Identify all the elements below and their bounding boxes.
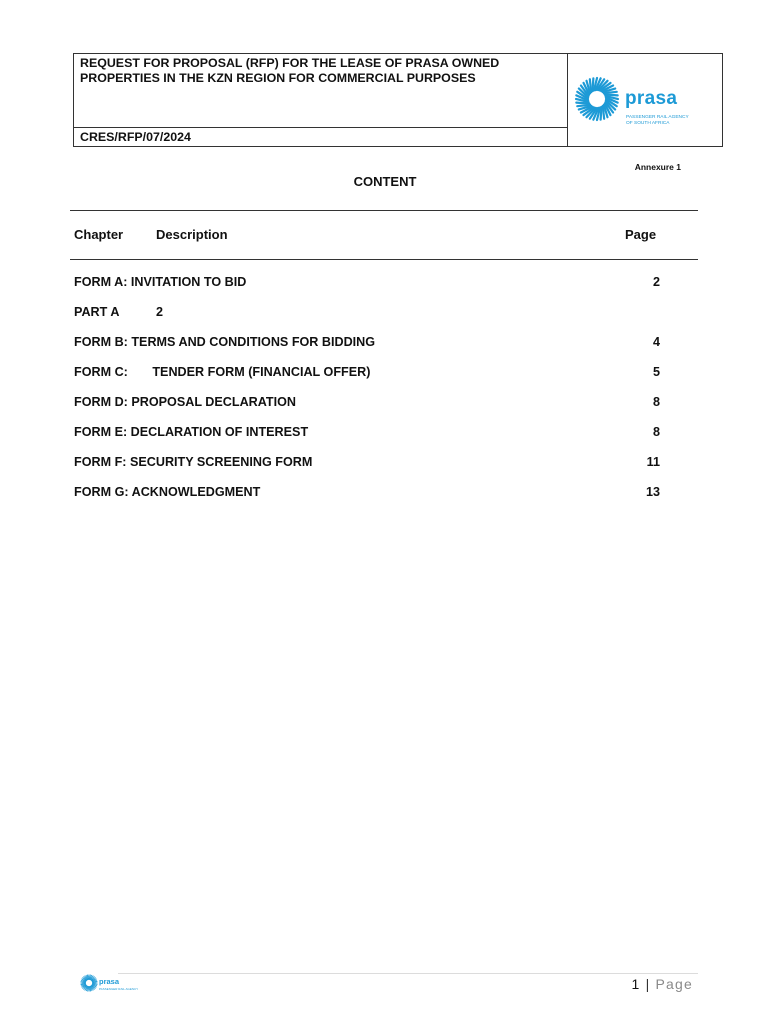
page-column-header: Page: [625, 227, 657, 242]
toc-entry-page: 5: [652, 365, 660, 379]
toc-entry-page: 4: [652, 335, 660, 349]
toc-entry-label: FORM C: TENDER FORM (FINANCIAL OFFER): [74, 365, 371, 379]
toc-entry-page: 2: [156, 305, 164, 319]
description-column-header: Description: [156, 227, 228, 242]
logo-tagline: PASSENGER RAIL AGENCY OF SOUTH AFRICA: [626, 115, 689, 126]
page-number-word: Page: [655, 976, 693, 992]
toc-entry-label: FORM G: ACKNOWLEDGMENT: [74, 485, 261, 499]
chapter-column-header: Chapter: [74, 227, 124, 242]
toc-entry-label: FORM D: PROPOSAL DECLARATION: [74, 395, 297, 409]
toc-entry-page: 11: [646, 455, 660, 469]
footer-divider: [118, 973, 698, 974]
toc-entry-label: FORM F: SECURITY SCREENING FORM: [74, 455, 313, 469]
annexure-label: Annexure 1: [634, 162, 681, 172]
page-number-value: 1: [631, 976, 641, 992]
document-header-table: [73, 53, 723, 147]
toc-entry-page: 8: [652, 395, 660, 409]
toc-entry[interactable]: [74, 305, 660, 323]
toc-entry[interactable]: [74, 365, 660, 383]
logo-wordmark: prasa: [625, 88, 678, 109]
toc-entry[interactable]: [74, 335, 660, 353]
toc-entry-label: FORM A: INVITATION TO BID: [74, 275, 247, 289]
table-header-rule: [70, 259, 698, 260]
toc-entry-page: 13: [645, 485, 660, 499]
prasa-logo: [568, 54, 722, 146]
toc-entry-page: 8: [652, 425, 660, 439]
toc-entry-label: FORM B: TERMS AND CONDITIONS FOR BIDDING: [74, 335, 376, 349]
table-top-rule: [70, 210, 698, 211]
toc-entry-label: PART A: [74, 305, 120, 319]
footer-logo-tagline: PASSENGER RAIL AGENCY: [99, 987, 139, 991]
toc-entry-page: 2: [652, 275, 660, 289]
toc-entry-label: FORM E: DECLARATION OF INTEREST: [74, 425, 309, 439]
prasa-sunburst-icon: [574, 76, 620, 122]
footer-logo-wordmark: prasa: [99, 977, 120, 986]
page-number-separator: |: [645, 976, 651, 992]
rfp-reference-number: CRES/RFP/07/2024: [74, 128, 568, 147]
page-number: [631, 976, 693, 992]
toc-entry[interactable]: [74, 395, 660, 413]
toc-entry[interactable]: [74, 275, 660, 293]
toc-entry[interactable]: [74, 425, 660, 443]
rfp-title: REQUEST FOR PROPOSAL (RFP) FOR THE LEASE OF PRASA OWNED PROPERTIES IN THE KZN REGION FOR COMMERCIAL PURPOSES: [74, 54, 568, 128]
toc-entry[interactable]: [74, 485, 660, 503]
prasa-footer-icon: [80, 974, 98, 992]
content-heading: CONTENT: [353, 174, 417, 189]
toc-entry[interactable]: [74, 455, 660, 473]
